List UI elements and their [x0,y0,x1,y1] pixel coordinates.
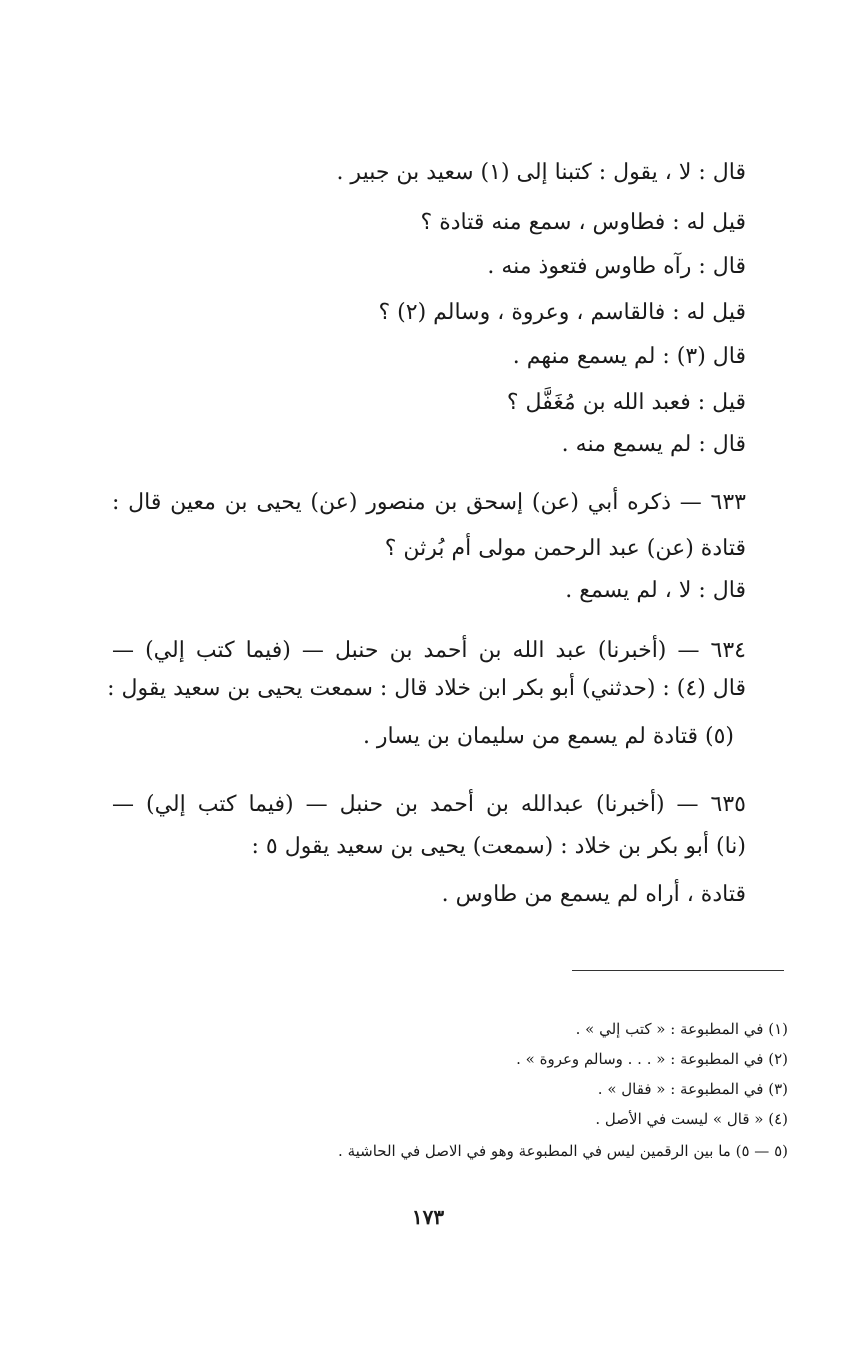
text-line-1: قال : لا ، يقول : كتبنا إلى (١) سعيد بن جبير . [336,160,746,185]
text-line-4: قيل له : فالقاسم ، وعروة ، وسالم (٢) ؟ [378,300,746,325]
entry-633-heading: ٦٣٣ — ذكره أبي (عن) إسحق بن منصور (عن) يحيى بن معين قال : [112,490,746,515]
text-line-16: قتادة ، أراه لم يسمع من طاوس . [441,882,746,907]
footnote-separator [572,970,784,971]
footnote-1: (١) في المطبوعة : « كتب إلي » . [575,1020,788,1038]
text-line-7: قال : لم يسمع منه . [561,432,746,457]
text-line-3: قال : رآه طاوس فتعوذ منه . [487,254,746,279]
text-line-15: (نا) أبو بكر بن خلاد : (سمعت) يحيى بن سعيد يقول ٥ : [251,834,746,859]
page-number: ١٧٣ [411,1205,445,1229]
text-line-9: قتادة (عن) عبد الرحمن مولى أم بُرثن ؟ [384,536,746,561]
footnote-3: (٣) في المطبوعة : « فقال » . [597,1080,788,1098]
text-line-6: قيل : فعبد الله بن مُغَفَّل ؟ [506,390,746,415]
text-line-12: قال (٤) : (حدثني) أبو بكر ابن خلاد قال : سمعت يحيى بن سعيد يقول : [107,676,746,701]
entry-634-heading: ٦٣٤ — (أخبرنا) عبد الله بن أحمد بن حنبل — (فيما كتب إلي) — [112,638,746,663]
footnote-4: (٤) « قال » ليست في الأصل . [595,1110,788,1128]
text-line-13: (٥) قتادة لم يسمع من سليمان بن يسار . [362,724,734,749]
footnote-5: (٥ — ٥) ما بين الرقمين ليس في المطبوعة وهو في الاصل في الحاشية . [338,1142,788,1160]
footnote-2: (٢) في المطبوعة : « . . . وسالم وعروة » . [516,1050,788,1068]
text-line-5: قال (٣) : لم يسمع منهم . [512,344,746,369]
entry-635-heading: ٦٣٥ — (أخبرنا) عبدالله بن أحمد بن حنبل — (فيما كتب إلي) — [112,792,746,817]
text-line-10: قال : لا ، لم يسمع . [565,578,746,603]
text-line-2: قيل له : فطاوس ، سمع منه قتادة ؟ [420,210,746,235]
